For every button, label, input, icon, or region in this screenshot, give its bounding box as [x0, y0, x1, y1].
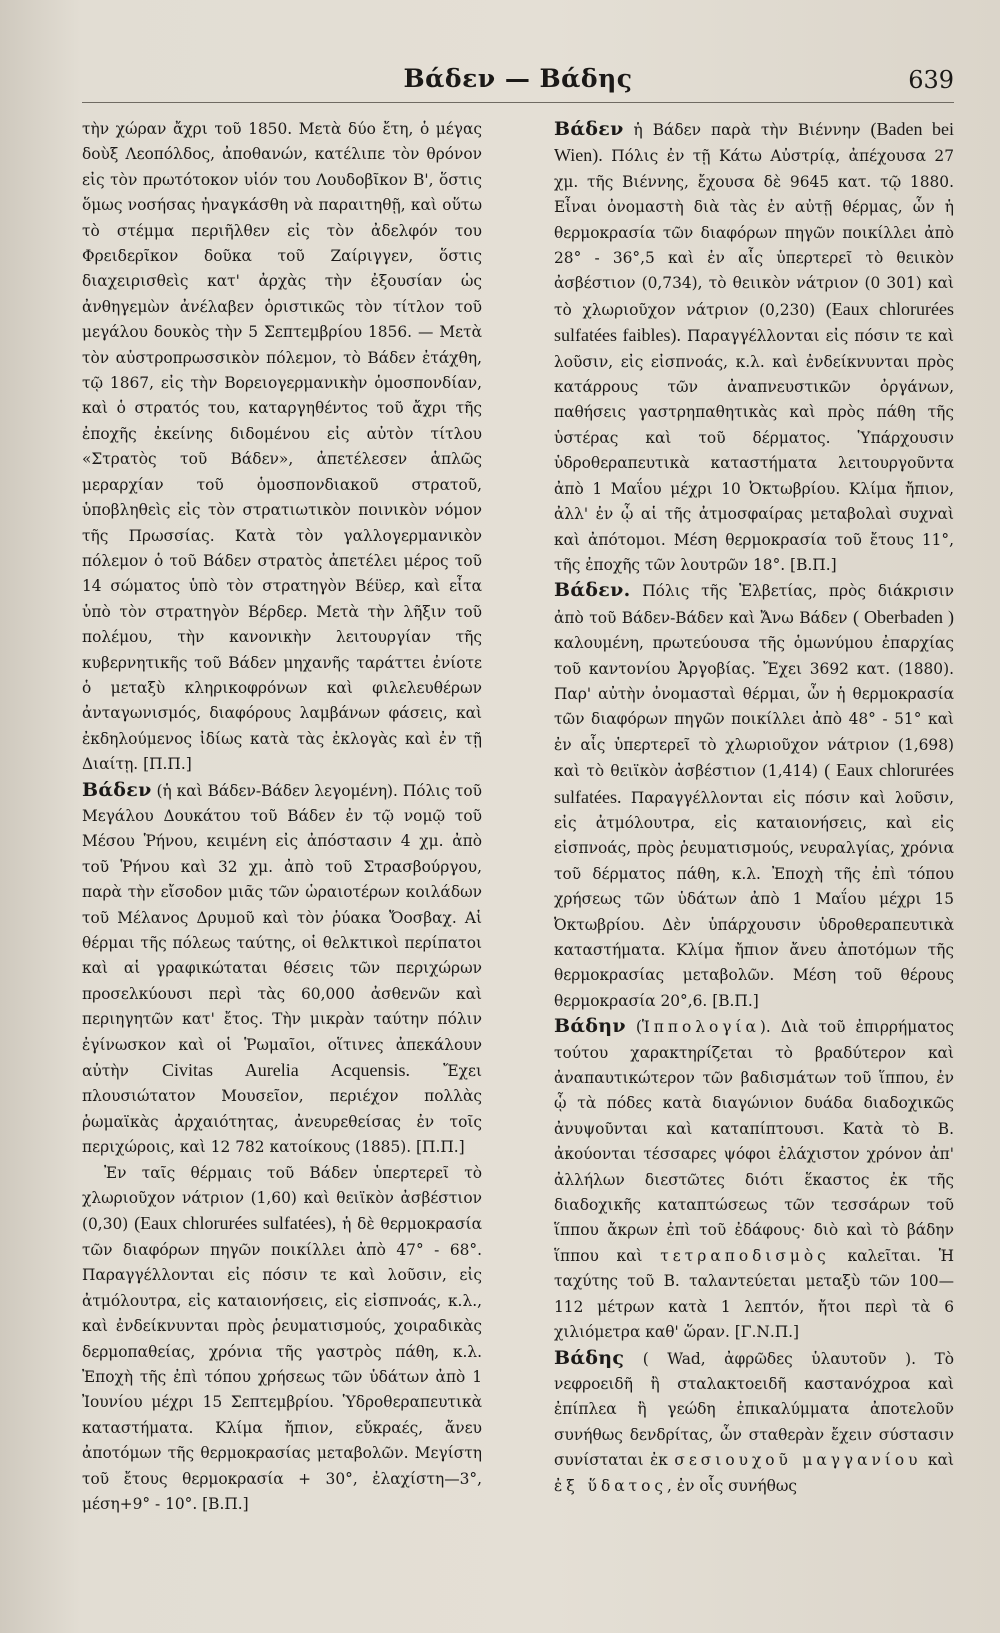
spaced-text: σεσιουχοῦ μαγγανίου	[674, 1451, 922, 1470]
entry-headword: Βάδεν	[554, 118, 624, 140]
entry-headword: Βάδης	[554, 1346, 625, 1369]
entry-text: ἡ Βάδεν παρὰ τὴν Βιέννην	[623, 121, 871, 139]
entry-text: (	[625, 1018, 642, 1037]
entry-text: (ἡ καὶ Βάδεν-Βάδεν λεγομένη). Πόλις τοῦ Μεγάλου Δουκάτου τοῦ Βάδεν ἐν τῷ νομῷ τοῦ Μέσου Ῥήνου, κειμένη εἰς ἀπόστασιν 4 χμ. ἀπὸ τοῦ Ῥήνου καὶ 32 χμ. ἀπὸ τοῦ Στρασβούργου, παρὰ τὴν εἴσοδον μιᾶς τῶν ὡραιοτέρων κοιλάδων τοῦ Μέλανος Δρυμοῦ καὶ τὸν ῥύακα Ὄοσβαχ. Αἱ θέρμαι τῆς πόλεως ταύτης, οἱ θελκτικοὶ περίπατοι καὶ αἱ γραφικώταται θέσεις τῶν περιχώρων προσελκύουσι περὶ τὰς 60,000 ἀσθενῶν καὶ περιηγητῶν κατ' ἔτος. Τὴν μικρὰν ταύτην πόλιν ἐγίνωσκον καὶ οἱ Ῥωμαῖοι, οἵτινες ἀπεκάλουν αὐτὴν	[82, 781, 482, 1081]
entry-headword: Βάδην	[554, 1015, 626, 1038]
latin-text: (Eaux chlorurées sulfatées),	[134, 1213, 337, 1234]
paragraph-baden-baths	[82, 1161, 482, 1518]
entry-text: καλουμένη, πρωτεύουσα τῆς ὁμωνύμου ἐπαρχίας τοῦ καντονίου Ἀργοβίας. Ἔχει 3692 κατ. (1880). Παρ' αὐτὴν ὀνομασταὶ θέρμαι, ὧν ἡ θερμοκρασία τῶν διαφόρων πηγῶν ποικίλλει ἀπὸ 48° - 51° καὶ ἐν αἷς ὑπερτερεῖ τὸ χλωριοῦχον νάτριον (1,698) καὶ τὸ θειϊκὸν ἀσβέστιον (1,414)	[554, 634, 954, 781]
entry-text: καλεῖται. Ἡ ταχύτης τοῦ Β. ταλαντεύεται μεταξὺ τῶν 100—112 μέτρων κατὰ 1 λεπτόν, ἤτοι περὶ τὰ 6 χιλιόμετρα καθ' ὥραν. [Γ.Ν.Π.]	[554, 1246, 954, 1342]
entry-baden-baden	[82, 778, 482, 1161]
running-header	[82, 62, 954, 103]
entry-headword: Βάδεν.	[554, 579, 631, 602]
entry-text: Ἐν ταῖς θέρμαις τοῦ Βάδεν ὑπερτερεῖ τὸ χλωριοῦχον νάτριον (1,60) καὶ θειϊκὸν ἀσβέστιον (0,30)	[82, 1163, 482, 1234]
entry-badin	[554, 1014, 954, 1345]
spaced-text: Ἱππολογία	[641, 1018, 760, 1037]
entry-text: Ἔχει πλουσιώτατον Μουσεῖον, περιέχον πολλὰς ῥωμαϊκὰς ἀρχαιότητας, ἀνευρεθείσας ἐν τοῖς περιχώροις, καὶ 12 782 κατοίκους (1885). [Π.Π.]	[82, 1062, 483, 1157]
latin-text: Civitas Aurelia Acquensis.	[162, 1060, 410, 1081]
entry-text: , ἐν οἷς συνήθως	[667, 1476, 798, 1495]
right-column	[554, 117, 954, 1517]
entry-text: καὶ	[921, 1451, 954, 1470]
two-column-body	[82, 117, 954, 1517]
latin-text: ( Eaux chlorurées sulfatées.	[554, 760, 954, 807]
paragraph-baden-history: τὴν χώραν ἄχρι τοῦ 1850. Μετὰ δύο ἔτη, ὁ μέγας δοὺξ Λεοπόλδος, ἀποθανών, κατέλιπε τὸν θρόνον εἰς τὸν πρωτότοκον υἱόν του Λουδοβῖκον Β', ὅστις ὅμως νοσήσας ἠναγκάσθη νὰ παραιτηθῇ, καὶ οὕτω τὸ στέμμα περιῆλθεν εἰς τὸν ἀδελφόν του Φρειδερῖκον δοῦκα τοῦ Ζαίριγγεν, ὅστις διαχειρισθεὶς κατ' ἀρχὰς τὴν ἐξουσίαν ὡς ἀνθηγεμὼν ἀνέλαβεν ὁριστικῶς τὸν τίτλον τοῦ μεγάλου δουκὸς τὴν 5 Σεπτεμβρίου 1856. — Μετὰ τὸν αὐστροπρωσσικὸν πόλεμον, τὸ Βάδεν ἐτάχθη, τῷ 1867, εἰς τὴν Βορειογερμανικὴν ὁμοσπονδίαν, καὶ ὁ στρατός του, καταργηθέντος τοῦ ἄχρι τῆς ἐποχῆς ἐκείνης διδομένου εἰς αὐτὸν τίτλου «Στρατὸς τοῦ Βάδεν», ἀπετέλεσεν ἁπλῶς μεραρχίαν τοῦ ὁμοσπονδιακοῦ στρατοῦ, ὑποβληθεὶς εἰς τὸν στρατιωτικὸν ποινικὸν νόμον τῆς Πρωσσίας. Κατὰ τὸν γαλλογερμανικὸν πόλεμον ὁ τοῦ Βάδεν στρατὸς ἀπετέλει μέρος τοῦ 14 σώματος ὑπὸ τὸν στρατηγὸν Βέϋερ, καὶ εἶτα ὑπὸ τὸν στρατηγὸν Βέρδερ. Μετὰ τὴν λῆξιν τοῦ πολέμου, τὴν κανονικὴν λειτουργίαν τῆς κυβερνητικῆς τοῦ Βάδεν μηχανῆς ταράττει ἐνίοτε ὁ μεταξὺ κληρικοφρόνων καὶ φιλελευθέρων ἀνταγωνισμός, διαφόρους λαμβάνων φάσεις, καὶ ἐκδηλούμενος ἰδίως κατὰ τὰς ἐκλογὰς καὶ ἐν τῇ Διαίτῃ. [Π.Π.]	[82, 120, 482, 774]
latin-text: (Baden bei Wien).	[554, 119, 954, 166]
entry-text: ( Wad, ἀφρῶδες ὑλαυτοῦν ). Τὸ νεφροειδῆ ἢ σταλακτοειδῆ καστανόχροα καὶ ἐπίπλεα ἢ γεώδη ἐπικαλύμματα ἀποτελοῦν συνήθως δενδρίτας, ὧν σταθερὰν ἔχειν σύστασιν συνίσταται ἐκ	[554, 1349, 954, 1470]
entry-text: Παραγγέλλονται εἰς πόσιν τε καὶ λοῦσιν, εἰς εἰσπνοάς, κ.λ. καὶ ἐνδείκνυνται πρὸς κατάρρους τῶν ἀναπνευστικῶν ὀργάνων, παθήσεις γαστρηπαθητικὰς καὶ πρὸς πάθη τῆς ὑστέρας καὶ τοῦ δέρματος. Ὑπάρχουσιν ὑδροθεραπευτικὰ καταστήματα λειτουργοῦντα ἀπὸ 1 Μαΐου μέχρι 10 Ὀκτωβρίου. Κλίμα ἤπιον, ἀλλ' ἐν ᾧ αἱ τῆς ἀτμοσφαίρας μεταβολαὶ συχναὶ καὶ ἀπότομοι. Μέση θερμοκρασία τοῦ ἔτους 11°, τῆς ἐποχῆς τῶν λουτρῶν 18°. [Β.Π.]	[554, 327, 954, 574]
entry-headword: Βάδεν	[82, 778, 152, 801]
entry-text: ἡ δὲ θερμοκρασία τῶν διαφόρων πηγῶν ποικίλλει ἀπὸ 47° - 68°. Παραγγέλλονται εἰς πόσιν τε καὶ λοῦσιν, εἰς ἀτμόλουτρα, εἰς καταιονήσεις, εἰς εἰσπνοάς, κ.λ., καὶ ἐνδείκνυνται πρὸς ῥευματισμούς, χοιραδικὰς δερμοπαθείας, χρόνια τῆς γαστρὸς πάθη, κ.λ. Ἐποχὴ τῆς ἐπὶ τόπου χρήσεως τῶν ὑδάτων ἀπὸ 1 Ἰουνίου μέχρι 15 Σεπτεμβρίου. Ὑδροθεραπευτικὰ καταστήματα. Κλίμα ἤπιον, εὔκραές, ἄνευ ἀποτόμων τῆς θερμοκρασίας μεταβολῶν. Μεγίστη τοῦ ἔτους θερμοκρασία + 30°, ἐλαχίστη—3°, μέση+9° - 10°. [Β.Π.]	[82, 1215, 482, 1513]
running-title: Βάδεν — Βάδης	[403, 64, 633, 93]
left-column	[82, 117, 482, 1517]
entry-text: Παραγγέλλονται εἰς πόσιν καὶ λοῦσιν, εἰς ἀτμόλουτρα, εἰς καταιονήσεις, καὶ εἰς εἰσπνοάς, πρὸς ῥευματισμούς, νευραλγίας, χρόνια τοῦ δέρματος πάθη, κ.λ. Ἐποχὴ τῆς ἐπὶ τόπου χρήσεως τῶν ὑδάτων ἀπὸ 1 Μαΐου μέχρι 15 Ὀκτωβρίου. Δὲν ὑπάρχουσιν ὑδροθεραπευτικὰ καταστήματα. Κλίμα ἤπιον ἄνευ ἀποτόμων τῆς θερμοκρασίας μεταβολῶν. Μέση τοῦ θέρους θερμοκρασία 20°,6. [Β.Π.]	[554, 788, 954, 1010]
spaced-text: ἐξ ὕδατος	[554, 1476, 668, 1495]
entry-baden-switzerland	[554, 578, 954, 1014]
latin-text: (Eaux chlorurées sulfatées faibles).	[554, 298, 954, 346]
page-number: 639	[908, 66, 954, 94]
latin-text: ( Oberbaden )	[852, 606, 954, 627]
entry-text: Πόλις τῆς Ἑλβετίας, πρὸς διάκρισιν ἀπὸ τοῦ Βάδεν-Βάδεν καὶ Ἄνω Βάδεν	[554, 582, 954, 627]
entry-baden-bei-wien	[554, 117, 954, 578]
entry-vadis	[554, 1346, 954, 1499]
spaced-text: τετραποδισμὸς	[660, 1246, 830, 1265]
entry-text: Πόλις ἐν τῇ Κάτω Αὐστρίᾳ, ἀπέχουσα 27 χμ. τῆς Βιέννης, ἔχουσα δὲ 9645 κατ. τῷ 1880. Εἶναι ὀνομαστὴ διὰ τὰς ἐν αὐτῇ θέρμας, ὧν ἡ θερμοκρασία τῶν διαφόρων πηγῶν ποικίλλει ἀπὸ 28° - 36°,5 καὶ ἐν αἷς ὑπερτερεῖ τὸ θειικὸν ἀσβέστιον (0,734), τὸ θειικὸν νάτριον (0 301) καὶ τὸ χλωριοῦχον νάτριον (0,230)	[554, 147, 954, 319]
entry-text: ). Διὰ τοῦ ἐπιρρήματος τούτου χαρακτηρίζεται τὸ βραδύτερον καὶ ἀναπαυτικώτερον τῶν βαδισμάτων τοῦ ἵππου, ἐν ᾧ τὰ πόδες κατὰ διαγώνιον δυάδα διαδοχικῶς ἀνυψοῦνται καὶ καταπίπτουσι. Κατὰ τὸ Β. ἀκούονται τέσσαρες ψόφοι ἐλάχιστον χρόνον ἀπ' ἀλλήλων διεστῶτες διότι ἕκαστος ἐκ τῆς διαδοχικῆς καταπτώσεως τῶν τεσσάρων τοῦ ἵππου ἄκρων ἐπὶ τοῦ ἐδάφους· διὸ καὶ τὸ βάδην ἵππου καὶ	[554, 1018, 954, 1265]
